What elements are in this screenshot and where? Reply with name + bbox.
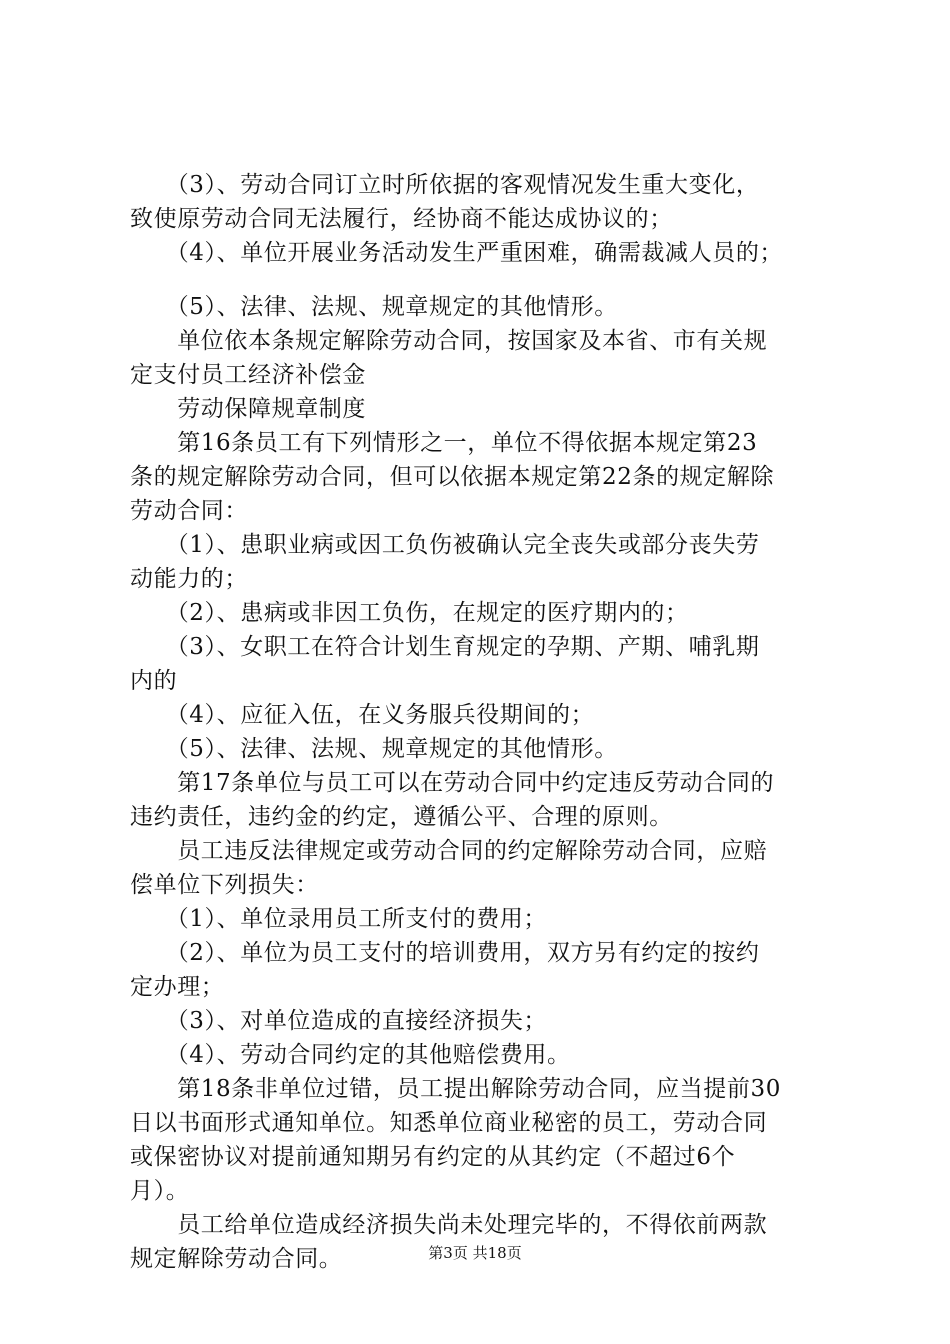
text-line: （2）、患病或非因工负伤，在规定的医疗期内的； xyxy=(130,600,689,626)
text-line: 致使原劳动合同无法履行，经协商不能达成协议的； xyxy=(130,206,673,232)
text-line: 第16条员工有下列情形之一，单位不得依据本规定第23 xyxy=(130,430,758,456)
text-line: （3）、劳动合同订立时所依据的客观情况发生重大变化， xyxy=(130,172,760,198)
blank-gap xyxy=(130,270,840,290)
text-line: 条的规定解除劳动合同，但可以依据本规定第22条的规定解除 xyxy=(130,464,775,490)
text-line: 第18条非单位过错，员工提出解除劳动合同，应当提前30 xyxy=(130,1076,781,1102)
text-line: （1）、单位录用员工所支付的费用； xyxy=(130,906,548,932)
text-line: （5）、法律、法规、规章规定的其他情形。 xyxy=(130,294,618,320)
document-body xyxy=(130,168,840,1276)
text-line: 或保密协议对提前通知期另有约定的从其约定（不超过6个 xyxy=(130,1144,736,1170)
text-line: （3）、女职工在符合计划生育规定的孕期、产期、哺乳期 xyxy=(130,634,760,660)
text-line: （3）、对单位造成的直接经济损失； xyxy=(130,1008,548,1034)
text-line: 单位依本条规定解除劳动合同，按国家及本省、市有关规 xyxy=(130,328,768,354)
text-line: （5）、法律、法规、规章规定的其他情形。 xyxy=(130,736,618,762)
text-line: 日以书面形式通知单位。知悉单位商业秘密的员工，劳动合同 xyxy=(130,1110,768,1136)
text-line: 劳动合同： xyxy=(130,498,248,524)
text-line: （2）、单位为员工支付的培训费用，双方另有约定的按约 xyxy=(130,940,760,966)
text-line: 定办理； xyxy=(130,974,225,1000)
text-line: 动能力的； xyxy=(130,566,248,592)
text-line: 员工违反法律规定或劳动合同的约定解除劳动合同，应赔 xyxy=(130,838,768,864)
text-line: 第17条单位与员工可以在劳动合同中约定违反劳动合同的 xyxy=(130,770,775,796)
text-line: 内的 xyxy=(130,668,178,694)
section-heading: 劳动保障规章制度 xyxy=(130,396,366,422)
text-line: 定支付员工经济补偿金 xyxy=(130,362,366,388)
text-line: 月）。 xyxy=(130,1178,190,1204)
text-line: 违约责任，违约金的约定，遵循公平、合理的原则。 xyxy=(130,804,673,830)
text-line: （4）、劳动合同约定的其他赔偿费用。 xyxy=(130,1042,571,1068)
text-line: （4）、单位开展业务活动发生严重困难，确需裁减人员的； xyxy=(130,240,784,266)
text-line: （1）、患职业病或因工负伤被确认完全丧失或部分丧失劳 xyxy=(130,532,760,558)
text-line: 规定解除劳动合同。 xyxy=(130,1246,343,1272)
text-line: （4）、应征入伍，在义务服兵役期间的； xyxy=(130,702,595,728)
text-line: 偿单位下列损失： xyxy=(130,872,319,898)
text-line: 员工给单位造成经济损失尚未处理完毕的，不得依前两款 xyxy=(130,1212,768,1238)
page-number-footer: 第3页 共18页 xyxy=(428,1244,522,1262)
